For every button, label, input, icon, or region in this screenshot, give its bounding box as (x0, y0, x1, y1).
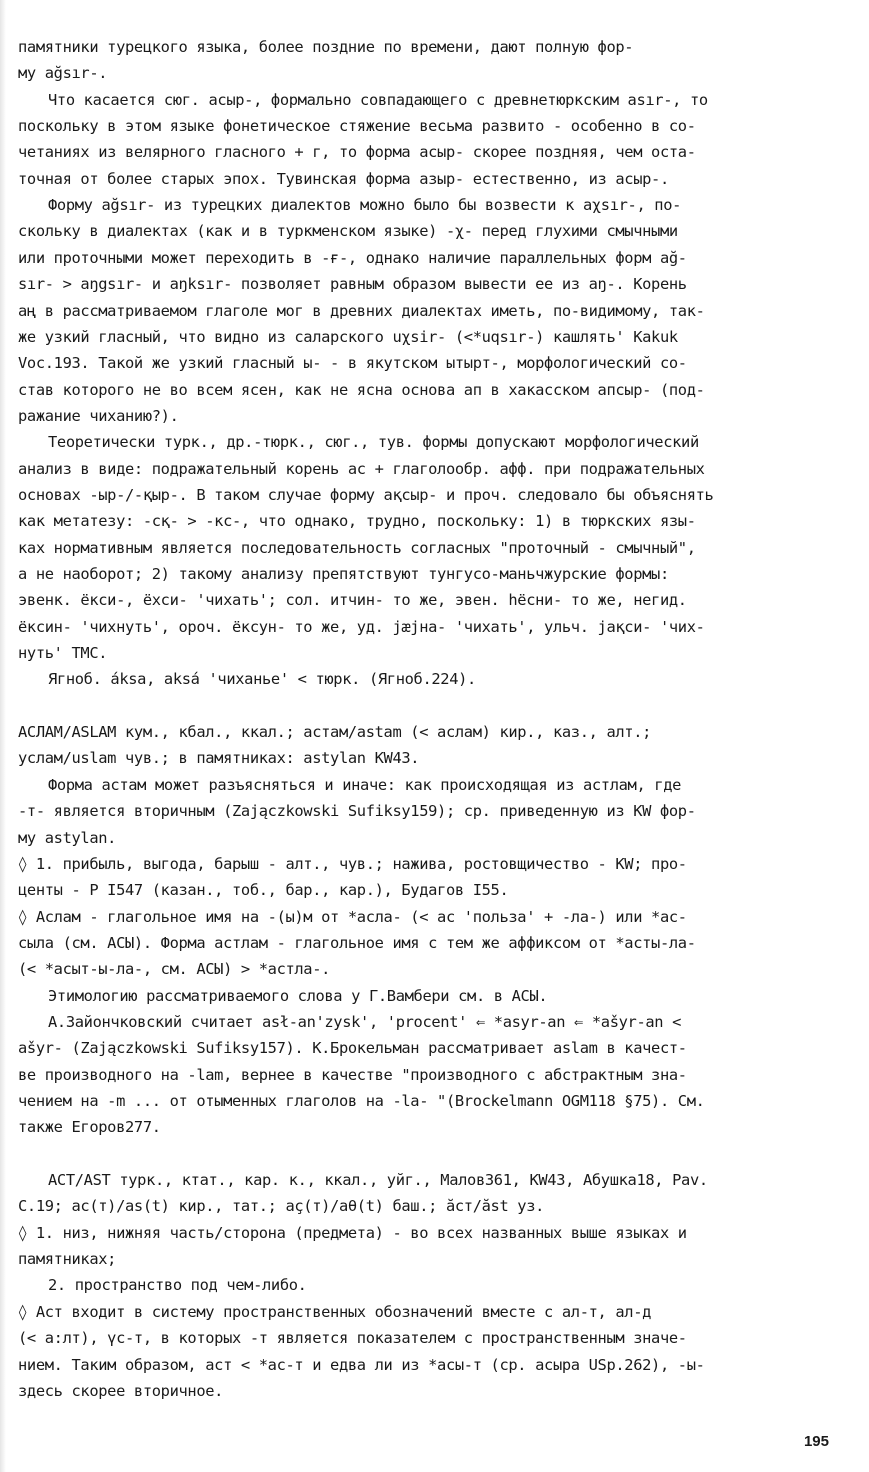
text-line: Теоретически турк., др.-тюрк., сюг., тув. формы допускают морфологический (48, 433, 699, 452)
text-line (18, 1141, 834, 1167)
text-line: эвенк. ёкси-, ёхси- 'чихать'; сол. итчин- то же, эвен. һёсни- то же, негид. (18, 591, 687, 610)
text-line: АСТ/AST турк., ктат., кар. к., ккал., уйг., Малов361, KW43, Абушка18, Pav. (48, 1171, 708, 1190)
text-line: памятниках; (18, 1250, 117, 1269)
text-line: центы - Р I547 (казан., тоб., бар., кар.), Будагов I55. (18, 881, 509, 900)
text-line: точная от более старых эпох. Тувинская форма азыр- естественно, из асыр-. (18, 169, 669, 188)
text-line: С.19; ас(т)/as(t) кир., тат.; аҫ(т)/aθ(t) баш.; ăст/ăst уз. (18, 1197, 545, 1216)
text-line: Этимологию рассматриваемого слова у Г.Вамбери см. в АСЫ. (48, 986, 548, 1005)
text-line: (< а:лт), үс-т, в которых -т является показателем с пространственным значе- (18, 1329, 687, 1348)
text-line: АСЛАМ/ASLAM кум., кбал., ккал.; астам/astam (< аслам) кир., каз., алт.; (18, 723, 652, 742)
text-line: здесь скорее вторичное. (18, 1381, 224, 1400)
scan-edge-shadow (0, 0, 6, 1472)
text-line: Форму ağsır- из турецких диалектов можно было бы возвести к aχsır-, по- (48, 196, 682, 215)
text-line: или проточными может переходить в -ғ-, однако наличие параллельных форм ağ- (18, 248, 687, 267)
text-line: также Егоров277. (18, 1118, 161, 1137)
text-line: скольку в диалектах (как и в туркменском языке) -χ- перед глухими смычными (18, 222, 678, 241)
text-line: чением на -m ... от отыменных глаголов на -la- "(Brockelmann OGM118 §75). См. (18, 1092, 705, 1110)
text-line: а не наоборот; 2) такому анализу препятствуют тунгусо-маньчжурские формы: (18, 565, 669, 583)
text-line: ◊ 1. низ, нижняя часть/сторона (предмета) - во всех названных выше языках и (18, 1223, 687, 1242)
text-line: памятники турецкого языка, более поздние по времени, дают полную фор- (18, 38, 634, 56)
text-line: Форма астам может разъясняться и иначе: как происходящая из астлам, где (48, 775, 682, 794)
text-line: анализ в виде: подражательный корень ас + глаголообр. афф. при подражательных (18, 459, 705, 478)
text-line: 2. пространство под чем-либо. (48, 1276, 307, 1295)
text-line: ках нормативным является последовательность согласных "проточный - смычный", (18, 538, 696, 557)
text-line: же узкий гласный, что видно из саларского uχsir- (<*uqsır-) кашлять' Kakuk (18, 327, 678, 346)
text-line: -т- является вторичным (Zajączkowski Sufiksy159); ср. приведенную из KW фор- (18, 802, 696, 821)
text-line: Voc.193. Такой же узкий гласный ы- - в якутском ытырт-, морфологический со- (18, 354, 687, 373)
text-line: ёксин- 'чихнуть', ороч. ёксун- то же, уд. jæjна- 'чихать', ульч. jақси- 'чих- (18, 617, 705, 636)
text-line: А.Зайончковский считает asł-an'zysk', 'procent' ⇐ *asyr-an ⇐ *ašyr-an < (48, 1012, 682, 1031)
text-line: аң в рассматриваемом глаголе мог в древних диалектах иметь, по-видимому, так- (18, 301, 705, 320)
text-line: ◊ 1. прибыль, выгода, барыш - алт., чув.; нажива, ростовщичество - KW; про- (18, 854, 687, 873)
text-line: нуть' ТМС. (18, 644, 108, 663)
page-number: 195 (803, 1433, 829, 1450)
text-line: поскольку в этом языке фонетическое стяжение весьма развито - особенно в со- (18, 117, 696, 136)
text-line: ве производного на -lam, вернее в качестве "производного с абстрактным зна- (18, 1065, 687, 1084)
text-line: основах -ыр-/-қыр-. В таком случае форму ақсыр- и проч. следовало бы объяснять (18, 485, 714, 504)
text-line: став которого не во всем ясен, как не ясна основа ап в хакасском апсыр- (под- (18, 380, 705, 399)
text-line: четаниях из велярного гласного + г, то форма асыр- скорее поздняя, чем оста- (18, 143, 696, 162)
text-line: ašyr- (Zajączkowski Sufiksy157). К.Брокельман рассматривает aslam в качест- (18, 1039, 687, 1058)
text-line: ражание чиханию?). (18, 406, 179, 425)
text-line: сыла (см. АСЫ). Форма астлам - глагольное имя с тем же аффиксом от *асты-ла- (18, 933, 696, 952)
text-line: Что касается сюг. асыр-, формально совпадающего с древнетюркским asır-, то (48, 90, 708, 109)
text-line: Ягноб. áksa, aksá 'чиханье' < тюрк. (Ягноб.224). (48, 670, 476, 689)
text-line: нием. Таким образом, аст < *ас-т и едва ли из *асы-т (ср. асыра USp.262), -ы- (18, 1355, 705, 1374)
text-line: как метатезу: -сқ- > -кс-, что однако, трудно, поскольку: 1) в тюркских язы- (18, 512, 696, 531)
text-line: ◊ Аст входит в систему пространственных обозначений вместе с ал-т, ал-д (18, 1302, 652, 1321)
text-line: (< *асыт-ы-ла-, см. АСЫ) > *астла-. (18, 960, 331, 979)
text-line (18, 693, 834, 719)
text-line: ◊ Аслам - глагольное имя на -(ы)м от *асла- (< ас 'польза' + -ла-) или *ас- (18, 907, 687, 926)
text-line: услам/uslam чув.; в памятниках: astylan KW43. (18, 749, 420, 768)
text-line: му ağsır-. (18, 64, 108, 83)
text-line: sır- > aŋgsır- и aŋksır- позволяет равным образом вывести ее из aŋ-. Корень (18, 275, 687, 294)
text-line: му astylan. (18, 828, 117, 847)
